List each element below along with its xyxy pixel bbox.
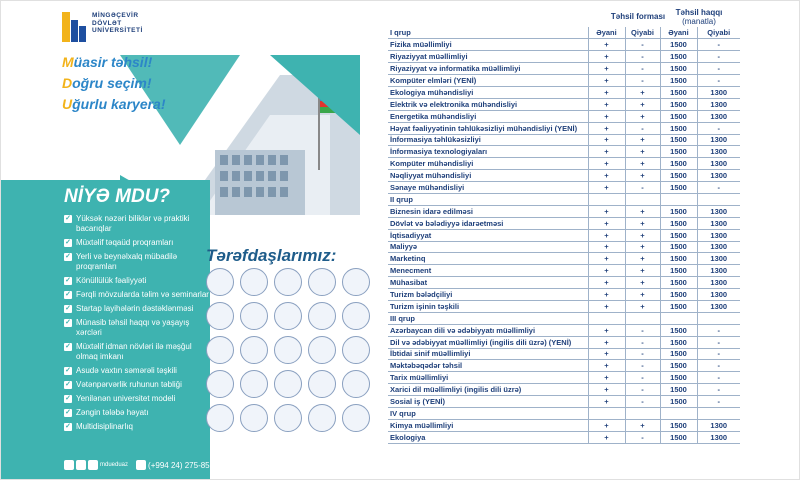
form-qiyabi: + [625,170,660,182]
program-name: Sənaye mühəndisliyi [388,182,588,194]
program-name: Məktəbəqədər təhsil [388,360,588,372]
program-name: İbtidai sinif müəllimliyi [388,348,588,360]
why-item: ✓ Multidisiplinarlıq [65,422,133,431]
program-name: Fizika müəllimliyi [388,39,588,51]
form-eyani: + [588,253,625,265]
group-name: III qrup [388,312,588,324]
form-qiyabi: + [625,277,660,289]
program-name: Marketinq [388,253,588,265]
form-eyani: + [588,300,625,312]
form-eyani: + [588,431,625,443]
col-eyani: Əyani [588,27,625,39]
form-qiyabi: - [625,324,660,336]
fee-eyani: 1500 [660,51,697,63]
form-qiyabi: + [625,110,660,122]
form-eyani: + [588,419,625,431]
form-eyani: + [588,75,625,87]
form-eyani: + [588,360,625,372]
group-name: IV qrup [388,408,588,420]
fee-eyani: 1500 [660,277,697,289]
form-qiyabi: + [625,205,660,217]
col-qiyabi: Qiyabi [625,27,660,39]
form-eyani: + [588,158,625,170]
form-qiyabi: - [625,122,660,134]
form-eyani: + [588,289,625,301]
form-qiyabi: - [625,384,660,396]
fee-qiyabi: 1300 [697,86,740,98]
slogan-line-3: ğurlu karyera! [72,96,166,112]
form-eyani: + [588,182,625,194]
form-eyani: + [588,241,625,253]
form-qiyabi: + [625,289,660,301]
fee-qiyabi: - [697,372,740,384]
program-name: Turizm işinin təşkili [388,300,588,312]
fee-qiyabi: - [697,348,740,360]
phone-number: (+994 24) 275-85-49 [148,460,222,470]
fee-eyani: 1500 [660,158,697,170]
why-item: ✓ Könüllülük fəaliyyəti [65,276,147,285]
fee-eyani: 1500 [660,75,697,87]
form-eyani: + [588,229,625,241]
form-qiyabi: + [625,229,660,241]
check-icon: ✓ [65,215,71,222]
why-item: ✓ Münasib təhsil haqqı və yaşayış xərcləri [65,318,190,337]
fee-eyani: 1500 [660,39,697,51]
fee-eyani: 1500 [660,289,697,301]
fee-qiyabi: - [697,336,740,348]
fee-qiyabi: 1300 [697,253,740,265]
form-qiyabi: + [625,241,660,253]
fee-eyani: 1500 [660,182,697,194]
form-eyani: + [588,86,625,98]
form-qiyabi: - [625,75,660,87]
fee-eyani: 1500 [660,134,697,146]
fee-qiyabi: 1300 [697,98,740,110]
fee-eyani: 1500 [660,324,697,336]
form-qiyabi: - [625,360,660,372]
form-eyani: + [588,63,625,75]
program-name: Sosial iş (YENİ) [388,396,588,408]
fee-eyani: 1500 [660,63,697,75]
check-icon: ✓ [65,367,71,374]
form-eyani: + [588,265,625,277]
fee-qiyabi: 1300 [697,229,740,241]
program-name: Nəqliyyat mühəndisliyi [388,170,588,182]
why-title: NİYƏ MDU? [64,186,171,207]
form-eyani: + [588,170,625,182]
program-name: Həyat fəaliyyətinin təhlükəsizliyi mühəndisliyi (YENİ) [388,122,588,134]
fee-eyani: 1500 [660,372,697,384]
form-eyani: + [588,348,625,360]
fee-qiyabi: 1300 [697,110,740,122]
fee-eyani: 1500 [660,146,697,158]
form-eyani: + [588,217,625,229]
fee-qiyabi: 1300 [697,265,740,277]
fee-eyani: 1500 [660,336,697,348]
fee-qiyabi: 1300 [697,431,740,443]
why-item: ✓ Fərqli mövzularda təlim və seminarlar [65,290,209,299]
fee-qiyabi: - [697,396,740,408]
form-qiyabi: + [625,300,660,312]
check-icon: ✓ [65,305,71,312]
form-eyani: + [588,122,625,134]
fee-qiyabi: - [697,182,740,194]
check-icon: ✓ [65,239,71,246]
program-name: Kimya müəllimliyi [388,419,588,431]
form-eyani: + [588,134,625,146]
form-eyani: + [588,205,625,217]
form-qiyabi: + [625,158,660,170]
slogan-initial-1: M [62,54,74,70]
why-item: ✓ Müxtəlif təqaüd proqramları [65,238,174,247]
fee-qiyabi: - [697,324,740,336]
col-eyani-fee: Əyani [660,27,697,39]
fee-eyani: 1500 [660,360,697,372]
check-icon: ✓ [65,381,71,388]
program-name: Kompüter mühəndisliyi [388,158,588,170]
fee-eyani: 1500 [660,348,697,360]
program-name: Xarici dil müəllimliyi (ingilis dili üzrə) [388,384,588,396]
why-item: ✓ Startap layihələrin dəstəklənməsi [65,304,194,313]
program-name: Menecment [388,265,588,277]
logo-line-2: DÖVLƏT [92,19,122,27]
form-qiyabi: - [625,63,660,75]
fee-qiyabi: 1300 [697,277,740,289]
program-name: Dil və ədəbiyyat müəllimliyi (ingilis dili üzrə) (YENİ) [388,336,588,348]
form-qiyabi: - [625,182,660,194]
fee-qiyabi: - [697,75,740,87]
fee-qiyabi: 1300 [697,419,740,431]
partners-title: Tərəfdaşlarımız: [206,246,337,265]
form-eyani: + [588,396,625,408]
why-item: ✓ Yüksək nəzəri biliklər və praktiki bacarıqlar [65,214,190,233]
fee-qiyabi: 1300 [697,217,740,229]
fee-eyani: 1500 [660,122,697,134]
social-handle: mdueduaz [100,462,129,468]
fee-qiyabi: 1300 [697,170,740,182]
slogan-line-2: oğru seçim! [72,75,152,91]
check-icon: ✓ [65,409,71,416]
fee-eyani: 1500 [660,241,697,253]
why-item: ✓ Yenilənən universitet modeli [65,394,176,403]
fee-eyani: 1500 [660,217,697,229]
fee-qiyabi: 1300 [697,134,740,146]
program-name: Ekologiya mühəndisliyi [388,86,588,98]
form-qiyabi: - [625,51,660,63]
program-name: Elektrik və elektronika mühəndisliyi [388,98,588,110]
fee-eyani: 1500 [660,384,697,396]
slogan-line-1: üasir təhsil! [73,54,153,70]
form-qiyabi: + [625,253,660,265]
form-eyani: + [588,39,625,51]
form-eyani: + [588,146,625,158]
fee-eyani: 1500 [660,253,697,265]
why-item: ✓ Vətənpərvərlik ruhunun təbliği [65,380,182,389]
fee-qiyabi: 1300 [697,146,740,158]
fee-qiyabi: 1300 [697,158,740,170]
check-icon: ✓ [65,343,71,350]
form-eyani: + [588,110,625,122]
form-eyani: + [588,336,625,348]
header-tuition: Təhsil haqqı (manatla) [675,8,723,26]
group-name: II qrup [388,193,588,205]
program-name: Kompüter elmləri (YENİ) [388,75,588,87]
fee-qiyabi: - [697,39,740,51]
program-name: Mühasibat [388,277,588,289]
form-qiyabi: + [625,265,660,277]
fee-qiyabi: - [697,51,740,63]
fee-qiyabi: 1300 [697,300,740,312]
program-name: Ekologiya [388,431,588,443]
program-name: Riyaziyyat və informatika müəllimliyi [388,63,588,75]
form-qiyabi: + [625,134,660,146]
check-icon: ✓ [65,423,71,430]
check-icon: ✓ [65,319,71,326]
form-qiyabi: + [625,98,660,110]
program-name: Azərbaycan dili və ədəbiyyatı müəllimliyi [388,324,588,336]
fee-qiyabi: 1300 [697,205,740,217]
program-name: Energetika mühəndisliyi [388,110,588,122]
program-name: Dövlət və bələdiyyə idarəetməsi [388,217,588,229]
form-eyani: + [588,372,625,384]
form-qiyabi: - [625,348,660,360]
form-qiyabi: + [625,419,660,431]
fee-qiyabi: - [697,360,740,372]
fee-eyani: 1500 [660,419,697,431]
program-name: İqtisadiyyat [388,229,588,241]
why-item: ✓ Müxtəlif idman növləri ilə məşğul olmaq imkanı [65,342,192,361]
fee-eyani: 1500 [660,229,697,241]
fee-eyani: 1500 [660,98,697,110]
fee-eyani: 1500 [660,265,697,277]
logo-line-1: MİNGƏÇEVİR [92,12,139,19]
fee-eyani: 1500 [660,86,697,98]
fee-qiyabi: - [697,122,740,134]
form-qiyabi: - [625,396,660,408]
form-eyani: + [588,51,625,63]
program-name: Biznesin idarə edilməsi [388,205,588,217]
program-name: İnformasiya təhlükəsizliyi [388,134,588,146]
fee-qiyabi: 1300 [697,289,740,301]
why-item: ✓ Zəngin tələbə həyatı [65,408,149,417]
form-eyani: + [588,324,625,336]
form-qiyabi: - [625,431,660,443]
form-qiyabi: + [625,86,660,98]
why-item: ✓ Asudə vaxtın səmərəli təşkili [65,366,177,375]
fee-eyani: 1500 [660,300,697,312]
fee-eyani: 1500 [660,396,697,408]
fee-qiyabi: - [697,384,740,396]
fee-eyani: 1500 [660,205,697,217]
program-name: Riyaziyyat müəllimliyi [388,51,588,63]
check-icon: ✓ [65,277,71,284]
fee-qiyabi: - [697,63,740,75]
program-name: Maliyyə [388,241,588,253]
fee-eyani: 1500 [660,431,697,443]
logo-line-3: UNİVERSİTETİ [92,27,143,34]
slogan-initial-2: D [62,75,73,91]
program-name: İnformasiya texnologiyaları [388,146,588,158]
why-item: ✓ Yerli və beynəlxalq mübadilə proqramları [65,252,178,271]
check-icon: ✓ [65,291,71,298]
form-qiyabi: - [625,372,660,384]
form-qiyabi: - [625,39,660,51]
form-qiyabi: + [625,146,660,158]
group-name: I qrup [388,27,588,39]
fee-qiyabi: 1300 [697,241,740,253]
check-icon: ✓ [65,395,71,402]
check-icon: ✓ [65,253,71,260]
form-eyani: + [588,384,625,396]
form-eyani: + [588,98,625,110]
slogan-initial-3: U [62,96,73,112]
program-name: Tarix müəllimliyi [388,372,588,384]
form-qiyabi: + [625,217,660,229]
fee-eyani: 1500 [660,110,697,122]
header-education-form: Təhsil forması [610,12,666,21]
form-eyani: + [588,277,625,289]
form-qiyabi: - [625,336,660,348]
program-name: Turizm bələdçiliyi [388,289,588,301]
fee-eyani: 1500 [660,170,697,182]
col-qiyabi-fee: Qiyabi [697,27,740,39]
